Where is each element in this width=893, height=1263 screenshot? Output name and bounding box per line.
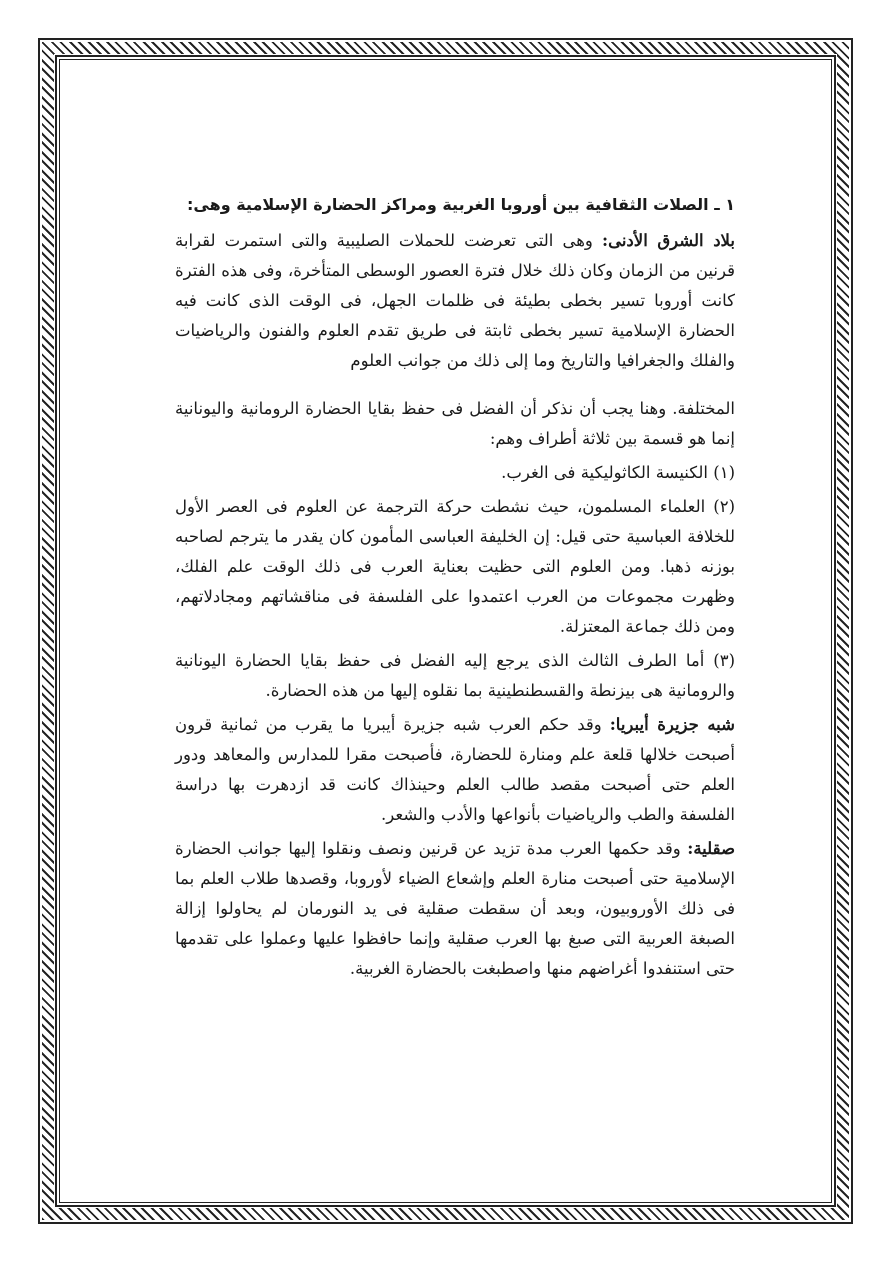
list-item-3 [175,646,735,706]
paragraph-text: (٣) أما الطرف الثالث الذى يرجع إليه الفضل فى حفظ بقايا الحضارة اليونانية والرومانية هى بيزنطة والقسطنطينية بما نقلوه إليها من هذه الحضارة. [175,651,735,700]
paragraph-lead: شبه جزيرة أيبريا: [609,715,735,734]
document-body [175,190,735,988]
paragraph-text: (١) الكنيسة الكاثوليكية فى الغرب. [501,463,735,482]
paragraph-text: (٢) العلماء المسلمون، حيث نشطت حركة الترجمة عن العلوم فى العصر الأول للخلافة العباسية حتى قيل: إن الخليفة العباسى المأمون كان يقدر ما يترجم لصاحبه بوزنه ذهبا. ومن العلوم التى حظيت بعناية العرب فى ذلك الوقت علم الفلك، وظهرت مجموعات من العرب اعتمدوا على الفلسفة فى مناقشاتهم ومجادلاتهم، ومن ذلك جماعة المعتزلة. [175,497,735,636]
paragraph-text: وهى التى تعرضت للحملات الصليبية والتى استمرت لقرابة قرنين من الزمان وكان ذلك خلال فترة العصور الوسطى المتأخرة، وفى هذه الفترة كانت أوروبا تسير بخطى بطيئة فى ظلمات الجهل، فى الوقت الذى كانت فيه الحضارة الإسلامية تسير بخطى ثابتة فى طريق تقدم العلوم والفنون والرياضيات والفلك والجغرافيا والتاريخ وما إلى ذلك من جوانب العلوم [175,231,735,370]
paragraph-sicily [175,834,735,984]
paragraph-text: وقد حكمها العرب مدة تزيد عن قرنين ونصف ونقلوا إليها جوانب الحضارة الإسلامية حتى أصبحت منارة العلم وإشعاع الضياء لأوروبا، وقصدها طلاب العلم بما فى ذلك الأوروبيون، وبعد أن سقطت صقلية فى يد النورمان لم يحاولوا إزالة الصبغة العربية التى صبغ بها العرب صقلية وإنما حافظوا عليها وعملوا على تقدمها حتى استنفدوا أغراضهم منها واصطبغت بالحضارة الغربية. [175,839,735,978]
paragraph-lead: بلاد الشرق الأدنى: [602,231,735,250]
paragraph-lead: صقلية: [687,839,735,858]
list-item-2 [175,492,735,642]
paragraph-iberia [175,710,735,830]
paragraph-three-parties [175,394,735,454]
paragraph-text: المختلفة. وهنا يجب أن نذكر أن الفضل فى حفظ بقايا الحضارة الرومانية واليونانية إنما هو قسمة بين ثلاثة أطراف وهم: [175,399,735,448]
paragraph-near-east [175,226,735,376]
section-heading: ١ ـ الصلات الثقافية بين أوروبا الغربية ومراكز الحضارة الإسلامية وهى: [187,195,735,214]
list-item-1 [175,458,735,488]
paragraph-text: وقد حكم العرب شبه جزيرة أيبريا ما يقرب من ثمانية قرون أصبحت خلالها قلعة علم ومنارة للحضارة، فأصبحت مقرا للمدارس والمعاهد ودور العلم حتى أصبحت مقصد طالب العلم وحينذاك كانت قد ازدهرت بها دراسة الفلسفة والطب والرياضيات بأنواعها والأدب والشعر. [175,715,735,824]
